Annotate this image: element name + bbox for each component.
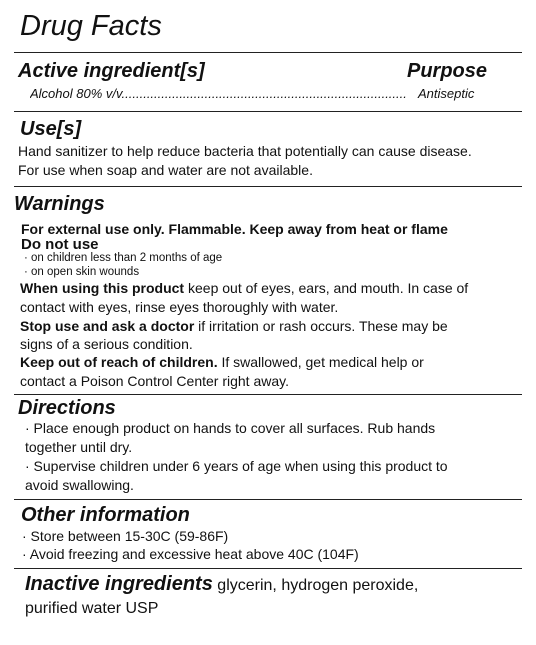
- divider: [14, 186, 522, 187]
- uses-text-line2: For use when soap and water are not available.: [18, 162, 313, 178]
- divider: [14, 111, 522, 112]
- uses-heading: Use[s]: [20, 118, 82, 140]
- keep-out-line2: contact a Poison Control Center right away.: [20, 373, 289, 389]
- stop-use-line1: Stop use and ask a doctor if irritation or rash occurs. These may be: [20, 318, 448, 334]
- active-ingredient-name: Alcohol 80% v/v: [30, 86, 122, 101]
- purpose-heading: Purpose: [407, 60, 488, 82]
- leader-dots: ...............................................................................: [121, 86, 407, 101]
- when-using-label: When using this product: [20, 280, 185, 296]
- inactive-ingredients-line1: Inactive ingredients glycerin, hydrogen peroxide,: [25, 573, 419, 595]
- active-ingredient-purpose: Antiseptic: [418, 86, 475, 101]
- uses-text-line1: Hand sanitizer to help reduce bacteria that potentially can cause disease.: [18, 143, 472, 159]
- directions-heading: Directions: [18, 397, 116, 419]
- active-ingredient-heading: Active ingredient[s]: [18, 60, 205, 82]
- keep-out-line1: Keep out of reach of children. If swallowed, get medical help or: [20, 354, 424, 370]
- inactive-ingredients-line2: purified water USP: [25, 600, 159, 617]
- divider: [14, 499, 522, 500]
- directions-line4: avoid swallowing.: [25, 477, 134, 493]
- when-using-line2: contact with eyes, rinse eyes thoroughly with water.: [20, 299, 339, 315]
- warnings-heading: Warnings: [14, 193, 105, 215]
- stop-use-label: Stop use and ask a doctor: [20, 318, 195, 334]
- keep-out-label: Keep out of reach of children.: [20, 354, 218, 370]
- divider: [14, 394, 522, 395]
- when-using-line1: When using this product keep out of eyes, ears, and mouth. In case of: [20, 280, 469, 296]
- other-information-heading: Other information: [21, 504, 190, 526]
- do-not-use-heading: Do not use: [21, 236, 99, 253]
- external-use-warning: For external use only. Flammable. Keep away from heat or flame: [21, 221, 448, 237]
- directions-line3: · Supervise children under 6 years of age when using this product to: [25, 458, 448, 474]
- stop-use-line2: signs of a serious condition.: [20, 336, 193, 352]
- directions-line2: together until dry.: [25, 439, 133, 455]
- other-information-line2: · Avoid freezing and excessive heat above 40C (104F): [22, 546, 359, 562]
- directions-line1: · Place enough product on hands to cover all surfaces. Rub hands: [25, 420, 436, 436]
- inactive-ingredients-heading: Inactive ingredients: [25, 573, 213, 595]
- drug-facts-title: Drug Facts: [20, 10, 162, 42]
- divider: [14, 52, 522, 53]
- other-information-line1: · Store between 15-30C (59-86F): [22, 528, 229, 544]
- do-not-use-item: · on children less than 2 months of age: [24, 252, 223, 264]
- do-not-use-item: · on open skin wounds: [24, 266, 140, 278]
- divider: [14, 568, 522, 569]
